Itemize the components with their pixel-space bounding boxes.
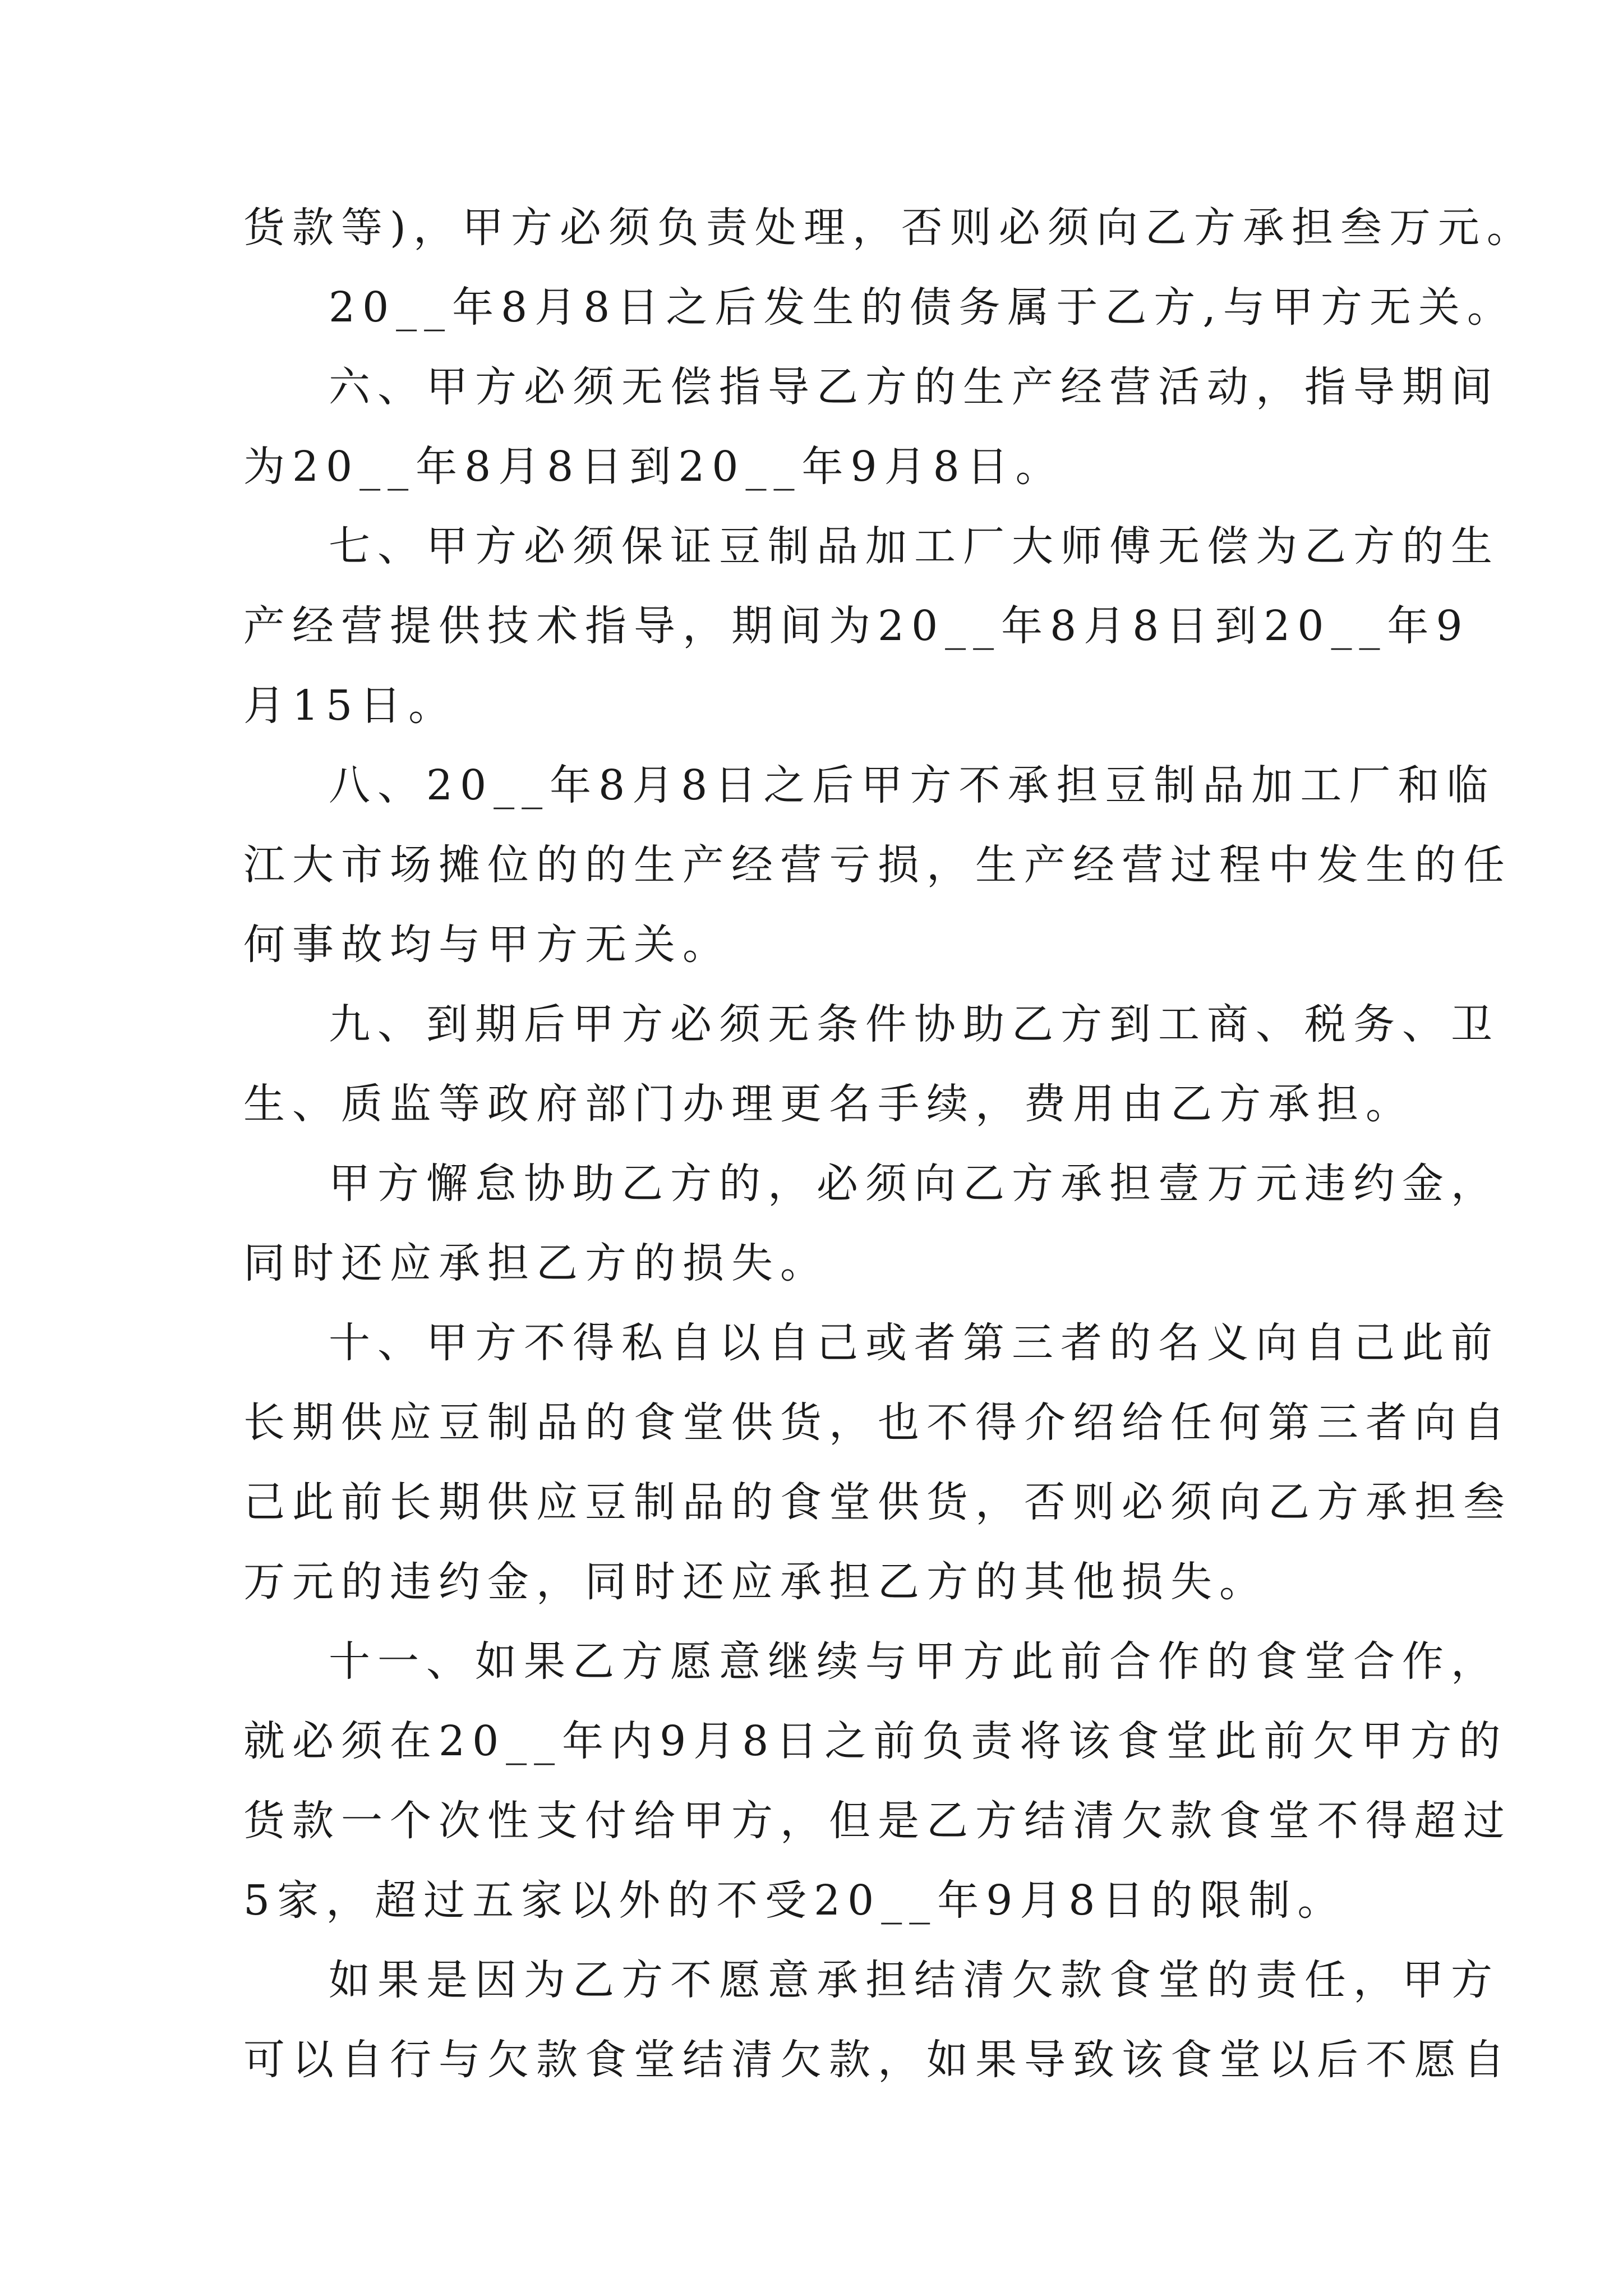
text-line: 九、到期后甲方必须无条件协助乙方到工商、税务、卫: [329, 1000, 1500, 1048]
text-line: 己此前长期供应豆制品的食堂供货，否则必须向乙方承担叁: [243, 1478, 1512, 1526]
text-line: 20__年8月8日之后发生的债务属于乙方,与甲方无关。: [329, 283, 1516, 332]
text-line: 5家，超过五家以外的不受20__年9月8日的限制。: [243, 1876, 1347, 1925]
text-line: 为20__年8月8日到20__年9月8日。: [243, 443, 1064, 491]
text-line: 产经营提供技术指导，期间为20__年8月8日到20__年9: [243, 602, 1470, 650]
text-line: 可以自行与欠款食堂结清欠款，如果导致该食堂以后不愿自: [243, 2036, 1512, 2084]
text-line: 就必须在20__年内9月8日之前负责将该食堂此前欠甲方的: [243, 1717, 1508, 1765]
text-line: 何事故均与甲方无关。: [243, 921, 731, 969]
text-line: 七、甲方必须保证豆制品加工厂大师傅无偿为乙方的生: [329, 522, 1500, 570]
text-line: 同时还应承担乙方的损失。: [243, 1239, 829, 1287]
text-line: 十一、如果乙方愿意继续与甲方此前合作的食堂合作，: [329, 1637, 1500, 1686]
text-line: 万元的违约金，同时还应承担乙方的其他损失。: [243, 1558, 1268, 1606]
text-line: 江大市场摊位的的生产经营亏损，生产经营过程中发生的任: [243, 841, 1512, 889]
text-line: 月15日。: [243, 682, 458, 730]
text-line: 八、20__年8月8日之后甲方不承担豆制品加工厂和临: [329, 761, 1496, 809]
text-line: 生、质监等政府部门办理更名手续，费用由乙方承担。: [243, 1080, 1414, 1128]
text-line: 长期供应豆制品的食堂供货，也不得介绍给任何第三者向自: [243, 1398, 1512, 1447]
text-line: 十、甲方不得私自以自己或者第三者的名义向自己此前: [329, 1319, 1500, 1367]
text-line: 货款一个次性支付给甲方，但是乙方结清欠款食堂不得超过: [243, 1797, 1512, 1845]
text-line: 六、甲方必须无偿指导乙方的生产经营活动，指导期间: [329, 363, 1500, 411]
text-line: 货款等)，甲方必须负责处理，否则必须向乙方承担叁万元。: [243, 204, 1536, 252]
text-line: 如果是因为乙方不愿意承担结清欠款食堂的责任，甲方: [329, 1956, 1500, 2004]
text-line: 甲方懈怠协助乙方的，必须向乙方承担壹万元违约金，: [329, 1159, 1500, 1208]
